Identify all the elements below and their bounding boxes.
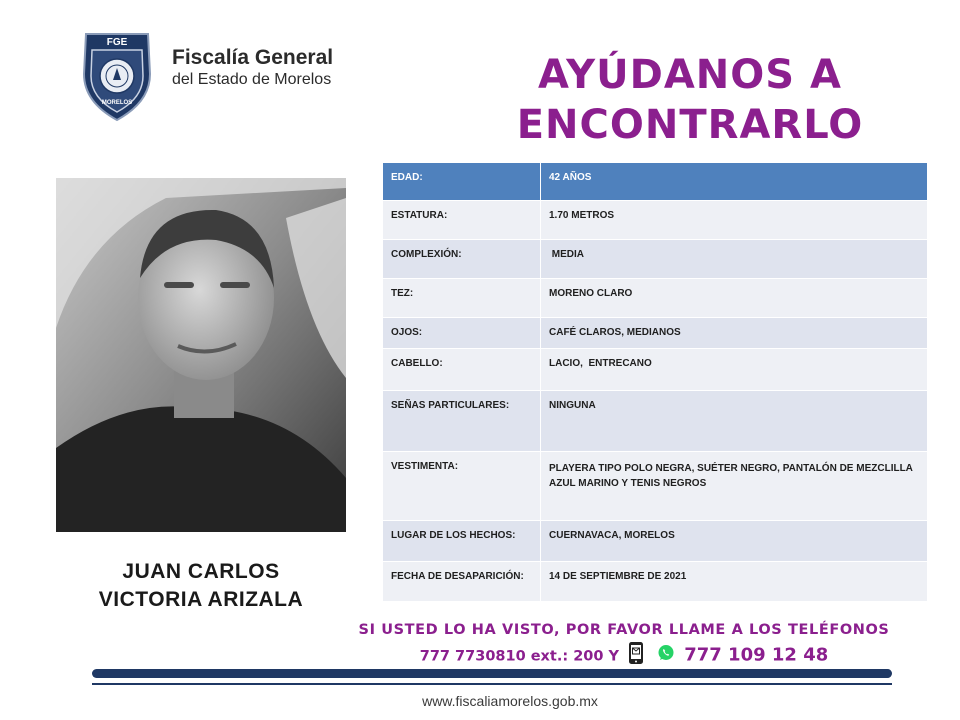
details-row (383, 562, 928, 602)
footer-divider (92, 683, 892, 685)
website-link[interactable]: www.fiscaliamorelos.gob.mx (422, 693, 598, 709)
details-label: VESTIMENTA: (383, 452, 541, 521)
person-name-line2: VICTORIA ARIZALA (98, 588, 304, 611)
mobile-phone-icon (628, 641, 644, 672)
details-value: MEDIA (541, 240, 928, 279)
org-name-line2: del Estado de Morelos (172, 71, 332, 88)
details-label: TEZ: (383, 279, 541, 318)
details-value: CAFÉ CLAROS, MEDIANOS (541, 318, 928, 349)
fge-badge-logo (80, 28, 154, 122)
contact-message: SI USTED LO HA VISTO, POR FAVOR LLAME A LOS TELÉFONOS (358, 622, 890, 638)
details-value: PLAYERA TIPO POLO NEGRA, SUÉTER NEGRO, PANTALÓN DE MEZCLILLA AZUL MARINO Y TENIS NEGROS (541, 452, 928, 521)
phone-number-landline: 777 7730810 ext.: 200 Y (419, 648, 620, 665)
missing-person-photo (56, 178, 346, 532)
person-name-line1: JUAN CARLOS (122, 560, 280, 583)
details-label: LUGAR DE LOS HECHOS: (383, 521, 541, 562)
details-row (383, 201, 928, 240)
details-value: 14 DE SEPTIEMBRE DE 2021 (541, 562, 928, 602)
details-value: 1.70 METROS (541, 201, 928, 240)
details-label: CABELLO: (383, 349, 541, 391)
details-label: FECHA DE DESAPARICIÓN: (383, 562, 541, 602)
whatsapp-icon (657, 644, 675, 669)
contact-callout (330, 620, 918, 672)
details-value: CUERNAVACA, MORELOS (541, 521, 928, 562)
org-name-line1: Fiscalía General (172, 46, 334, 69)
details-label: OJOS: (383, 318, 541, 349)
badge-bottom-text: MORELOS (101, 100, 133, 106)
details-row (383, 349, 928, 391)
details-table (382, 162, 928, 602)
headline-line1: AYÚDANOS A (538, 52, 842, 98)
details-row (383, 240, 928, 279)
details-row (383, 521, 928, 562)
person-name (56, 558, 346, 614)
details-row (383, 452, 928, 521)
footer-bar (92, 669, 892, 678)
details-row (383, 391, 928, 452)
details-row (383, 279, 928, 318)
page-title (470, 50, 910, 150)
details-row (383, 318, 928, 349)
contact-phones (330, 641, 918, 672)
details-value: 42 AÑOS (541, 163, 928, 201)
details-row (383, 163, 928, 201)
badge-text: FGE (106, 37, 128, 48)
phone-number-whatsapp: 777 109 12 48 (684, 644, 829, 666)
details-value: MORENO CLARO (541, 279, 928, 318)
headline-line2: ENCONTRARLO (516, 102, 864, 148)
details-value: NINGUNA (541, 391, 928, 452)
details-label: ESTATURA: (383, 201, 541, 240)
details-label: SEÑAS PARTICULARES: (383, 391, 541, 452)
details-value: LACIO, ENTRECANO (541, 349, 928, 391)
org-name (172, 46, 333, 90)
details-label: EDAD: (383, 163, 541, 201)
details-label: COMPLEXIÓN: (383, 240, 541, 279)
